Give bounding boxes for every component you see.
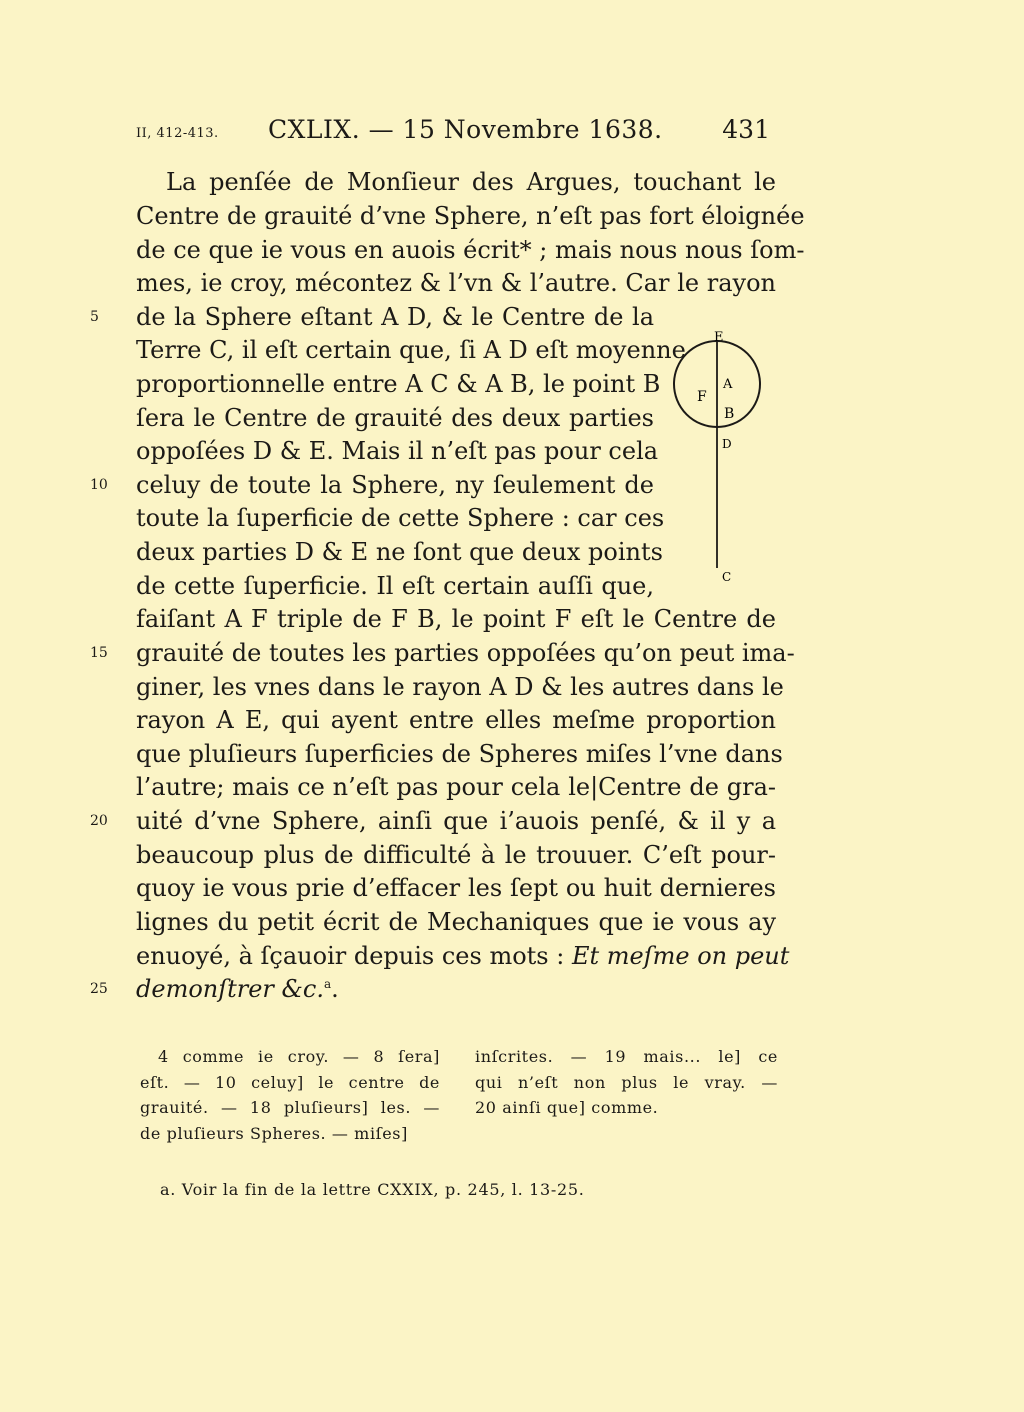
variant-line: inſcrites. — 19 mais... le] ce [475, 1047, 778, 1066]
label-a: A [723, 377, 733, 392]
variant-line: eſt. — 10 celuy] le centre de [140, 1072, 440, 1092]
label-f: F [697, 389, 707, 405]
text-line: uité d’vne Sphere, ainſi que i’auois penſé, & il y a [136, 807, 776, 835]
text-line: deux parties D & E ne ſont que deux points [136, 538, 663, 566]
text-line: toute la ſuperficie de cette Sphere : car ces [136, 504, 665, 532]
line-number: 25 [90, 981, 108, 997]
text-line: oppoſées D & E. Mais il n’eſt pas pour cela [136, 437, 659, 465]
text-line: Centre de grauité d’vne Sphere, n’eſt pas fort éloignée [136, 202, 805, 230]
text-line: quoy ie vous prie d’effacer les ſept ou huit dernieres [136, 874, 776, 902]
line-number: 5 [90, 309, 99, 325]
line-number: 20 [90, 813, 108, 829]
text-line: ſera le Centre de grauité des deux parties [136, 404, 654, 432]
text-line: La penſée de Monſieur des Argues, touchant le [166, 168, 776, 196]
footnote-marker: a [323, 977, 332, 991]
variant-line: 20 ainſi que] comme. [475, 1098, 659, 1117]
label-b: B [724, 406, 735, 422]
italic-quote-end: demonſtrer &c. [136, 975, 324, 1003]
variant-line: 4 comme ie croy. — 8 ſera] [158, 1047, 440, 1066]
text-line: proportionnelle entre A C & A B, le point B [136, 370, 661, 398]
text-line: de la Sphere eſtant A D, & le Centre de la [136, 303, 654, 331]
text-line: beaucoup plus de difficulté à le trouuer. C’eſt pour- [136, 841, 776, 869]
label-d: D [722, 437, 732, 451]
variant-readings-left [140, 1044, 440, 1146]
line-number: 15 [90, 645, 108, 661]
text-line: de ce que ie vous en auois écrit* ; mais nous nous ſom- [136, 236, 805, 264]
text-line: lignes du petit écrit de Mechaniques que ie vous ay [136, 908, 776, 936]
volume-reference: II, 412-413. [136, 126, 219, 141]
label-c: C [722, 570, 732, 584]
line-number: 10 [90, 477, 108, 493]
text-line [136, 972, 339, 1006]
text-segment: enuoyé, à ſçauoir depuis ces mots : [136, 942, 565, 970]
variant-line: de pluſieurs Spheres. — miſes] [140, 1123, 408, 1143]
text-line: de cette ſuperficie. Il eſt certain auſſi que, [136, 572, 654, 600]
variant-readings-right [475, 1044, 778, 1121]
text-line: giner, les vnes dans le rayon A D & les autres dans le [136, 673, 784, 701]
sphere-diagram [668, 326, 778, 596]
letter-title: CXLIX. — 15 Novembre 1638. [268, 115, 663, 144]
variant-line: grauité. — 18 pluſieurs] les. — [140, 1098, 440, 1117]
text-line: l’autre; mais ce n’eſt pas pour cela le|Centre de gra- [136, 773, 776, 801]
text-line: rayon A E, qui ayent entre elles meſme proportion [136, 706, 776, 734]
running-header [136, 115, 776, 155]
italic-quote: Et meſme on peut [571, 942, 790, 970]
footnote: a. Voir la fin de la lettre CXXIX, p. 245, l. 13-25. [160, 1180, 585, 1199]
text-line: mes, ie croy, mécontez & l’vn & l’autre. Car le rayon [136, 269, 776, 297]
page-number: 431 [722, 115, 770, 144]
text-line: Terre C, il eſt certain que, ſi A D eſt moyenne [136, 336, 686, 364]
variant-line: qui n’eſt non plus le vray. — [475, 1072, 778, 1092]
text-line: que pluſieurs ſuperficies de Spheres miſes l’vne dans [136, 740, 783, 768]
final-period: . [331, 975, 339, 1003]
text-line: grauité de toutes les parties oppoſées qu’on peut ima- [136, 639, 795, 667]
label-e: E [714, 330, 724, 345]
text-line [136, 939, 790, 973]
text-line: celuy de toute la Sphere, ny ſeulement de [136, 471, 654, 499]
text-line: faiſant A F triple de F B, le point F eſt le Centre de [136, 605, 776, 633]
